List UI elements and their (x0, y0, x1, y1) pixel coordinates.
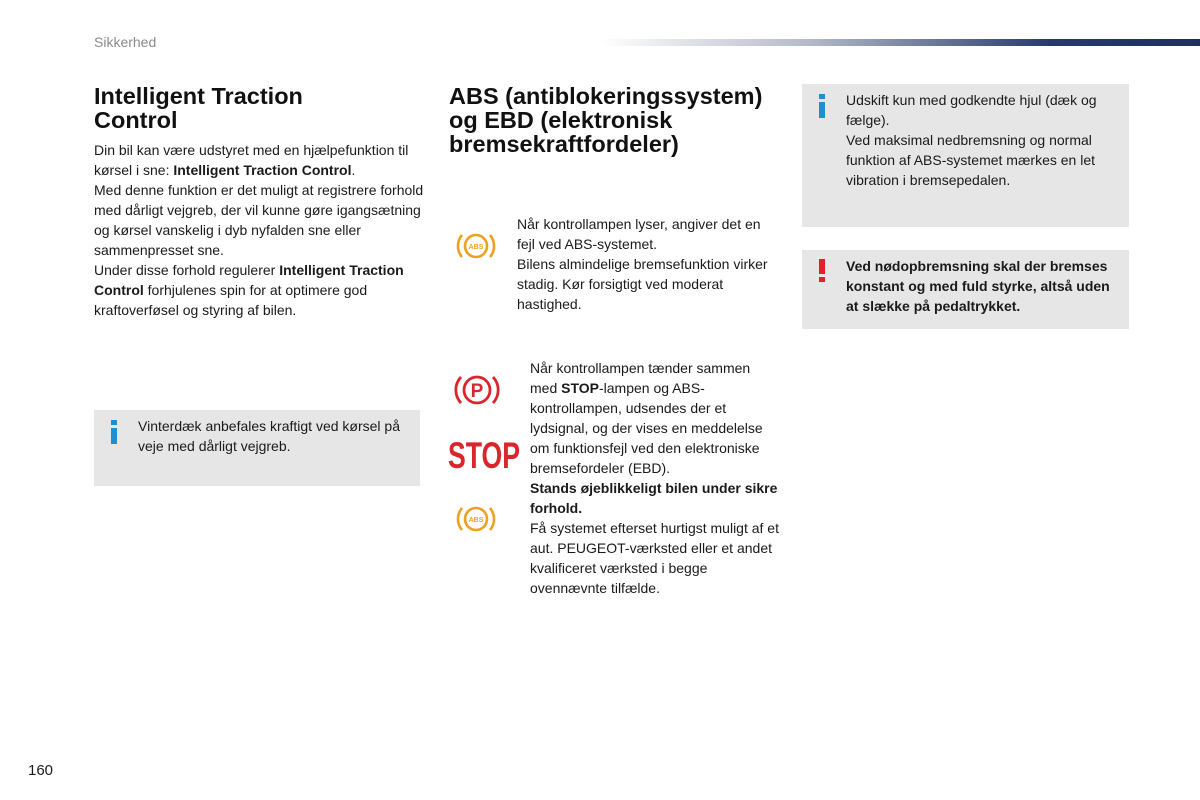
paragraph: Få systemet efterset hurtigst muligt af et aut. PEUGEOT-værksted eller et andet kvalificeret værksted i begge ovennævnte tilfælde. (530, 520, 779, 596)
winter-tyre-note (94, 410, 420, 486)
text: forhjulenes spin for at optimere god kraftoverføsel og styring af bilen. (94, 282, 368, 318)
svg-text:ABS: ABS (468, 517, 484, 524)
stop-label: STOP (448, 435, 520, 476)
title-line: Control (94, 107, 178, 133)
paragraph (94, 140, 424, 180)
info-icon (816, 94, 828, 123)
stop-lamp-icon (448, 434, 524, 479)
bold-text: Intelligent Traction Control (173, 162, 352, 178)
header-accent-bar (600, 39, 1200, 46)
text: Når kontrollampen tænder sammen med (530, 360, 751, 396)
abs-fault-text (517, 214, 777, 314)
note-text: Ved nødopbremsning skal der bremses konstant og med fuld styrke, altså uden at slække på pedaltrykket. (846, 258, 1110, 314)
intelligent-traction-body (94, 140, 424, 320)
paragraph: Udskift kun med godkendte hjul (dæk og fælge). (846, 92, 1097, 128)
note-text (846, 90, 1124, 190)
note-text: Vinterdæk anbefales kraftigt ved kørsel på veje med dårligt vejgreb. (138, 418, 400, 454)
title-line: Intelligent Traction (94, 83, 303, 109)
bold-text: Stands øjeblikkeligt bilen under sikre forhold. (530, 480, 778, 516)
text: Under disse forhold regulerer (94, 262, 280, 278)
abs-warning-lamp-icon (457, 229, 495, 268)
abs-warning-lamp-icon (457, 502, 495, 541)
title-line: bremsekraftfordeler) (449, 131, 679, 157)
section-label: Sikkerhed (94, 34, 157, 50)
page-number: 160 (28, 762, 54, 779)
ebd-fault-text (530, 358, 780, 598)
text: Din bil kan være udstyret med en hjælpefunktion til kørsel i sne: (94, 142, 409, 178)
parking-brake-lamp-icon (454, 370, 500, 415)
text: -lampen og ABS-kontrollampen, udsendes der et lydsignal, og der vises en meddelelse om funktionsfejl ved den elektroniske bremsefordeler (EBD). (530, 380, 763, 476)
paragraph (94, 260, 424, 320)
svg-text:ABS: ABS (468, 244, 484, 251)
bold-text: Intelligent Traction Control (94, 262, 404, 298)
warning-exclamation-icon (816, 259, 828, 288)
paragraph (530, 478, 780, 518)
paragraph: Ved maksimal nedbremsning og normal funktion af ABS-systemet mærkes en let vibration i bremsepedalen. (846, 132, 1095, 188)
title-line: og EBD (elektronisk (449, 107, 673, 133)
svg-text:P: P (470, 381, 484, 402)
paragraph: Når kontrollampen lyser, angiver det en fejl ved ABS-systemet. (517, 216, 761, 252)
text: . (351, 162, 356, 178)
title-line: ABS (antiblokeringssystem) (449, 83, 763, 109)
bold-text: STOP (561, 380, 599, 396)
paragraph: Bilens almindelige bremsefunktion virker stadig. Kør forsigtigt ved moderat hastighed. (517, 256, 768, 312)
abs-ebd-title (449, 84, 789, 156)
paragraph: Med denne funktion er det muligt at registrere forhold med dårligt vejgreb, der vil kunne gøre igangsætning og kørsel vanskelig i dyb nyfalden sne eller sammenpresset sne. (94, 182, 424, 258)
info-icon (108, 420, 120, 449)
paragraph (530, 358, 780, 478)
emergency-braking-warning (802, 250, 1129, 329)
wheel-info-note (802, 84, 1129, 227)
intelligent-traction-title (94, 84, 414, 132)
